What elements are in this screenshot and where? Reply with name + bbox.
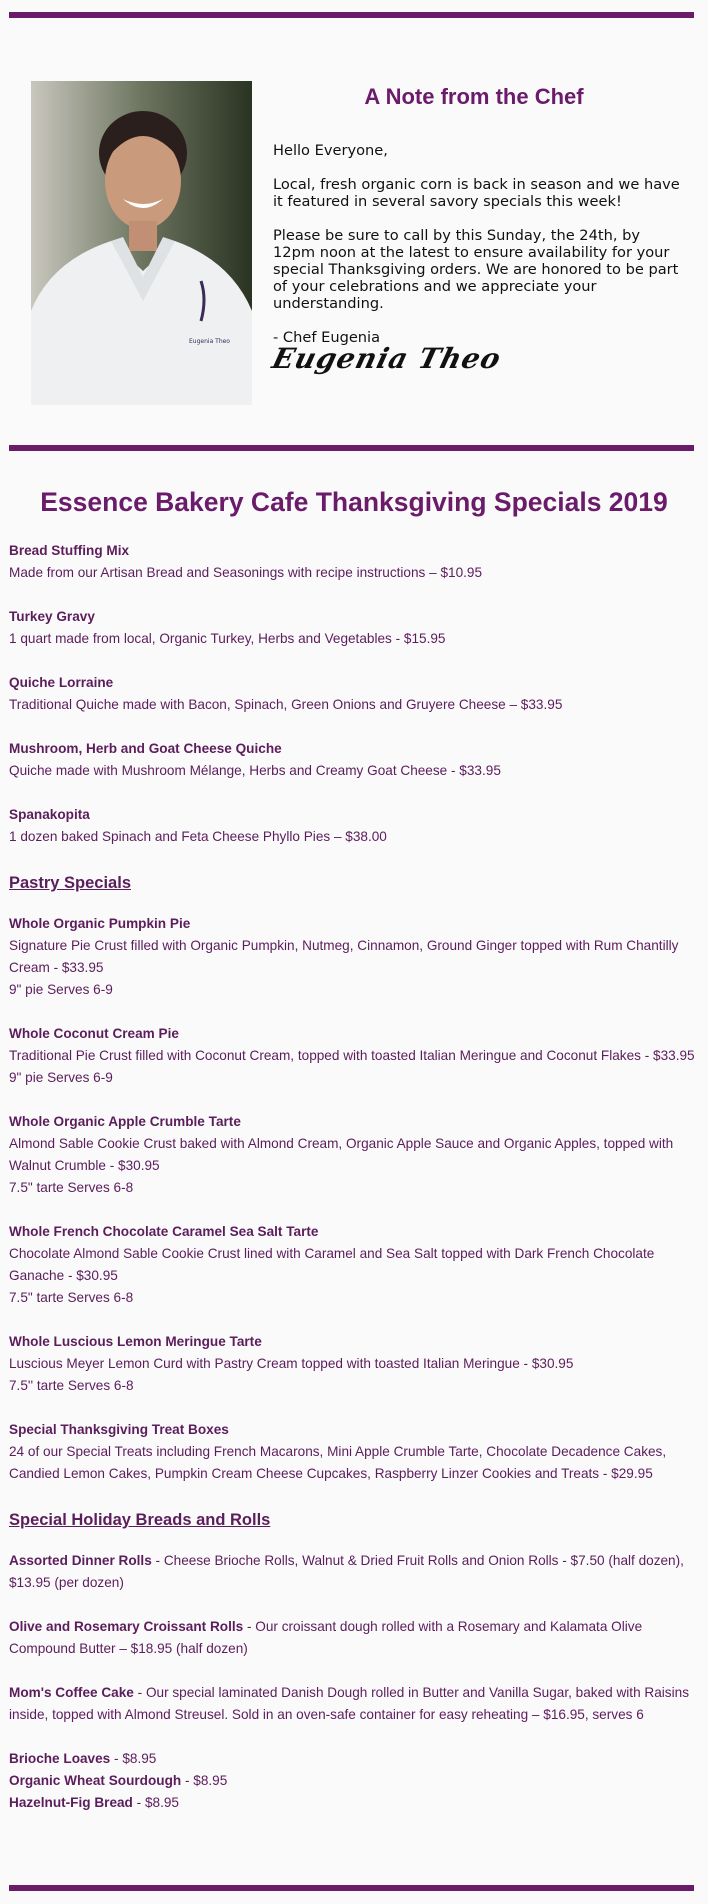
menu-title: Essence Bakery Cafe Thanksgiving Specials 2019	[40, 487, 668, 517]
menu-item-description: - Our croissant dough rolled with a Rosemary and Kalamata Olive Compound Butter – $18.95 (half dozen)	[9, 1619, 643, 1656]
menu-item-name: Special Thanksgiving Treat Boxes	[9, 1422, 229, 1437]
menu-item-name: Assorted Dinner Rolls	[9, 1553, 152, 1568]
middle-divider	[9, 445, 694, 451]
menu-item	[9, 1111, 699, 1199]
menu-item-name: Hazelnut-Fig Bread	[9, 1795, 133, 1810]
menu-item-name: Whole Coconut Cream Pie	[9, 1026, 179, 1041]
savory-list	[9, 540, 699, 848]
menu-item	[9, 1419, 699, 1485]
chef-note-body	[273, 142, 683, 363]
specials-menu	[9, 540, 699, 1814]
menu-item	[9, 1221, 699, 1309]
menu-item-description: Quiche made with Mushroom Mélange, Herbs and Creamy Goat Cheese - $33.95	[9, 763, 501, 778]
menu-item-description: 7.5'' tarte Serves 6-8	[9, 1378, 134, 1393]
menu-item-name: Whole Luscious Lemon Meringue Tarte	[9, 1334, 262, 1349]
note-greeting: Hello Everyone,	[273, 142, 388, 159]
menu-item	[9, 606, 699, 650]
note-paragraph-corn: Local, fresh organic corn is back in season and we have it featured in several savory specials this week!	[273, 176, 680, 210]
menu-item-name: Olive and Rosemary Croissant Rolls	[9, 1619, 244, 1634]
menu-item-description: Made from our Artisan Bread and Seasonings with recipe instructions – $10.95	[9, 565, 483, 580]
menu-item-description: Traditional Quiche made with Bacon, Spinach, Green Onions and Gruyere Cheese – $33.95	[9, 697, 563, 712]
menu-item-name: Whole Organic Pumpkin Pie	[9, 916, 191, 931]
menu-item-description: 7.5" tarte Serves 6-8	[9, 1290, 134, 1305]
menu-item-description: Almond Sable Cookie Crust baked with Almond Cream, Organic Apple Sauce and Organic Apples, topped with Walnut Crumble - $30.95	[9, 1136, 674, 1173]
chef-photo	[31, 81, 252, 405]
menu-item-name: Spanakopita	[9, 807, 90, 822]
menu-item-name: Turkey Gravy	[9, 609, 95, 624]
menu-item-name: Organic Wheat Sourdough	[9, 1773, 182, 1788]
menu-item-description: Traditional Pie Crust filled with Coconut Cream, topped with toasted Italian Meringue and Coconut Flakes - $33.95	[9, 1048, 695, 1063]
menu-item-description: 1 dozen baked Spinach and Feta Cheese Phyllo Pies – $38.00	[9, 829, 387, 844]
menu-item-name: Whole Organic Apple Crumble Tarte	[9, 1114, 241, 1129]
menu-item-description: - Cheese Brioche Rolls, Walnut & Dried Fruit Rolls and Onion Rolls - $7.50 (half dozen), $13.95 (per dozen)	[9, 1553, 684, 1590]
menu-item	[9, 672, 699, 716]
menu-item	[9, 540, 699, 584]
menu-item-description: 7.5" tarte Serves 6-8	[9, 1180, 134, 1195]
menu-item	[9, 738, 699, 782]
menu-item-name: Whole French Chocolate Caramel Sea Salt Tarte	[9, 1224, 319, 1239]
menu-item	[9, 1792, 699, 1814]
breads-heading: Special Holiday Breads and Rolls	[9, 1511, 271, 1529]
menu-item-description: 9" pie Serves 6-9	[9, 1070, 113, 1085]
menu-item-name: Brioche Loaves	[9, 1751, 111, 1766]
menu-item	[9, 1770, 699, 1792]
pastry-list	[9, 913, 699, 1485]
menu-item	[9, 1331, 699, 1397]
menu-item	[9, 1616, 699, 1660]
menu-item-description: 9" pie Serves 6-9	[9, 982, 113, 997]
menu-item-description: Signature Pie Crust filled with Organic Pumpkin, Nutmeg, Cinnamon, Ground Ginger topped with Rum Chantilly Cream - $33.95	[9, 938, 679, 975]
menu-item-description: - Our special laminated Danish Dough rolled in Butter and Vanilla Sugar, baked with Raisins inside, topped with Almond Streusel. Sold in an oven-safe container for easy reheating – $16.95, serves 6	[9, 1685, 689, 1722]
chef-note-title: A Note from the Chef	[364, 84, 584, 109]
bottom-divider	[9, 1885, 694, 1891]
menu-item	[9, 1550, 699, 1594]
loaves-list	[9, 1748, 699, 1814]
svg-text:Eugenia Theo: Eugenia Theo	[189, 338, 230, 345]
menu-item	[9, 1682, 699, 1726]
menu-item	[9, 1023, 699, 1089]
menu-item	[9, 804, 699, 848]
breads-list	[9, 1550, 699, 1726]
note-signoff: - Chef Eugenia	[273, 329, 381, 346]
menu-item-description: 24 of our Special Treats including French Macarons, Mini Apple Crumble Tarte, Chocolate Decadence Cakes, Candied Lemon Cakes, Pumpkin Cream Cheese Cupcakes, Raspberry Linzer Cookies and Treats - $29.95	[9, 1444, 667, 1481]
chef-signature: Eugenia Theo	[268, 342, 505, 375]
menu-item-description: - $8.95	[132, 1795, 179, 1810]
menu-item-description: - $8.95	[181, 1773, 228, 1788]
menu-item-description: 1 quart made from local, Organic Turkey, Herbs and Vegetables - $15.95	[9, 631, 446, 646]
pastry-heading: Pastry Specials	[9, 874, 131, 892]
menu-item	[9, 913, 699, 1001]
menu-item-name: Quiche Lorraine	[9, 675, 114, 690]
top-divider	[9, 12, 694, 18]
menu-item-name: Mom's Coffee Cake	[9, 1685, 134, 1700]
note-paragraph-orders: Please be sure to call by this Sunday, the 24th, by 12pm noon at the latest to ensure availability for your special Thanksgiving orders. We are honored to be part of your celebrations and we appreciate your understanding.	[273, 227, 679, 312]
menu-item	[9, 1748, 699, 1770]
menu-item-name: Bread Stuffing Mix	[9, 543, 130, 558]
menu-item-name: Mushroom, Herb and Goat Cheese Quiche	[9, 741, 282, 756]
menu-item-description: Chocolate Almond Sable Cookie Crust lined with Caramel and Sea Salt topped with Dark French Chocolate Ganache - $30.95	[9, 1246, 655, 1283]
menu-item-description: - $8.95	[110, 1751, 157, 1766]
menu-item-description: Luscious Meyer Lemon Curd with Pastry Cream topped with toasted Italian Meringue - $30.95	[9, 1356, 574, 1371]
